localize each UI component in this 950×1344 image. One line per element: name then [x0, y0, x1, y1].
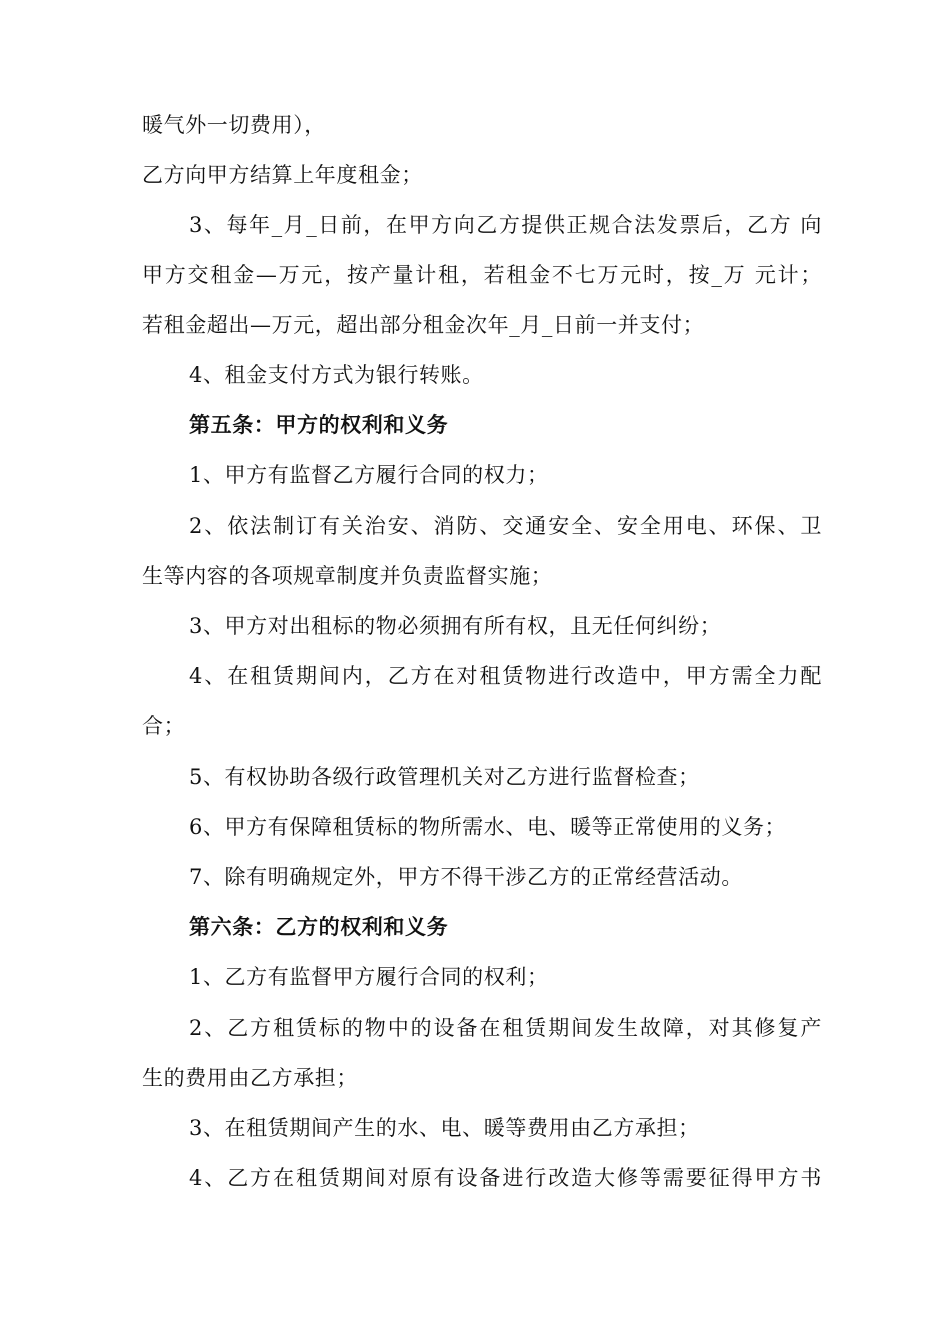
text-line: 4、租金支付方式为银行转账。	[189, 363, 484, 387]
text-line: 暖气外一切费用），	[142, 113, 326, 137]
text-line: 甲方交租金—万元，按产量计租，若租金不七万元时，按_万 元计；	[142, 263, 822, 287]
text-line: 生的费用由乙方承担；	[142, 1066, 358, 1090]
text-line: 3、每年_月_日前，在甲方向乙方提供正规合法发票后，乙方 向	[189, 213, 822, 237]
text-line: 4、乙方在租赁期间对原有设备进行改造大修等需要征得甲方书	[189, 1166, 822, 1190]
text-line: 5、有权协助各级行政管理机关对乙方进行监督检查；	[189, 765, 700, 789]
text-line: 1、甲方有监督乙方履行合同的权力；	[189, 463, 549, 487]
text-line: 3、在租赁期间产生的水、电、暖等费用由乙方承担；	[189, 1116, 700, 1140]
text-line: 3、甲方对出租标的物必须拥有所有权，且无任何纠纷；	[189, 614, 722, 638]
text-line: 7、除有明确规定外，甲方不得干涉乙方的正常经营活动。	[189, 865, 743, 889]
text-line: 若租金超出—万元，超出部分租金次年_月_日前一并支付；	[142, 313, 705, 337]
text-line: 生等内容的各项规章制度并负责监督实施；	[142, 564, 553, 588]
text-line: 合；	[142, 714, 186, 738]
text-line: 6、甲方有保障租赁标的物所需水、电、暖等正常使用的义务；	[189, 815, 787, 839]
section-heading: 第六条：乙方的权利和义务	[189, 914, 449, 939]
text-line: 2、依法制订有关治安、消防、交通安全、安全用电、环保、卫	[189, 514, 822, 538]
text-line: 1、乙方有监督甲方履行合同的权利；	[189, 965, 549, 989]
text-line: 2、乙方租赁标的物中的设备在租赁期间发生故障，对其修复产	[189, 1016, 822, 1040]
text-line: 4、在租赁期间内，乙方在对租赁物进行改造中，甲方需全力配	[189, 664, 822, 688]
section-heading: 第五条：甲方的权利和义务	[189, 412, 449, 437]
text-line: 乙方向甲方结算上年度租金；	[142, 163, 423, 187]
